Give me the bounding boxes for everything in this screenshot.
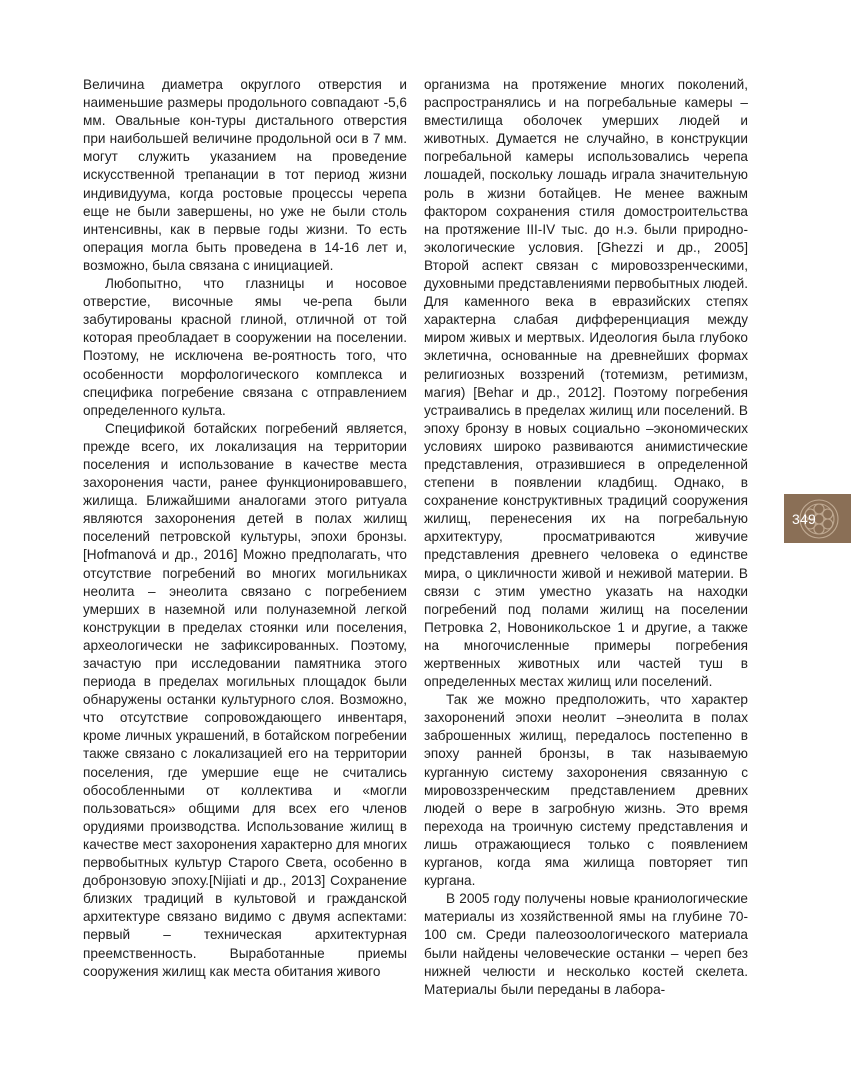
paragraph: Так же можно предположить, что характер захоронений эпохи неолит –энеолита в полах заброшенных жилищ, передалось постепенно в эпоху ранней бронзы, в так называемую курганную систему захоронения связанную с мировоззренческим представлением древних людей о вере в загробную жизнь. Это время перехода на троичную систему представления и лишь отражающиеся только с появлением курганов, когда яма жилища повторяет тип кургана. <box>424 692 748 889</box>
paragraph: Любопытно, что глазницы и носовое отверстие, височные ямы че-репа были забутированы красной глиной, отличной от той которая преобладает в сооружении на поселении. Поэтому, не исключена ве-роятность того, что особенности морфологического комплекса и специфика погребение связана с отправлением определенного культа. <box>83 276 407 418</box>
left-text-column <box>83 76 407 981</box>
paragraph: организма на протяжение многих поколений, распространялись и на погребальные камеры – вместилища оболочек умерших людей и животных. Думается не случайно, в конструкции погребальной камеры использовались черепа лошадей, поскольку лошадь играла значительную роль в жизни ботайцев. Не менее важным фактором сохранения стиля домостроительства на протяжение III-IV тыс. до н.э. были природно-экологические условия. [Ghezzi и др., 2005] Второй аспект связан с мировоззренческими, духовными представлениями первобытных людей. Для каменного века в евразийских степях характерна слабая дифференциация между миром живых и мертвых. Идеология была глубоко эклетична, основанные на древнейших формах религиозных воззрений (тотемизм, ретимизм, магия) [Behar и др., 2012]. Поэтому погребения устраивались в пределах жилищ или поселений. В эпоху бронзу в новых социально –экономических условиях широко развиваются анимистические представления, отразившиеся в определенной степени в появлении кладбищ. Однако, в сохранение конструктивных традиций сооружения жилищ, перенесения их на погребальную архитектуру, просматриваются живучие представления древнего человека о единстве мира, о цикличности живой и неживой материи. В связи с этим уместно указать на находки погребений под полами жилищ на поселении Петровка 2, Новоникольское 1 и другие, а также на многочисленные примеры погребения жертвенных животных или частей туш в определенных местах жилищ или поселений. <box>424 77 748 690</box>
page-number-tab <box>784 494 851 543</box>
paragraph: В 2005 году получены новые краниологические материалы из хозяйственной ямы на глубине 70-100 см. Среди палеозоологического материала были найдены человеческие останки – череп без нижней челюсти и несколько костей скелета. Материалы были переданы в лабора- <box>424 891 748 997</box>
paragraph: Величина диаметра округлого отверстия и наименьшие размеры продольного совпадают -5,6 мм. Овальные кон-туры дистального отверстия при наибольшей величине продольной оси в 7 мм. могут служить указанием на проведение искусственной трепанации в тот период жизни индивидуума, когда ростовые процессы черепа еще не были завершены, но уже не были столь интенсивны, как в первые годы жизни. То есть операция могла быть проведена в 14-16 лет и, возможно, была связана с инициацией. <box>83 77 407 273</box>
paragraph: Спецификой ботайских погребений является, прежде всего, их локализация на территории поселения и использование в качестве места захоронения части, ранее функционировавшего, жилища. Ближайшими аналогами этого ритуала являются захоронения детей в полах жилищ поселений петровской культуры, эпохи бронзы. [Hofmanová и др., 2016] Можно предполагать, что отсутствие погребений во многих могильниках неолита – энеолита связано с погребением умерших в наземной или полуназемной легкой конструкции в пределах стоянки или поселения, археологически не зафиксированных. Поэтому, зачастую при исследовании памятника этого периода в пределах могильных площадок были обнаружены останки культурного слоя. Возможно, что отсутствие сопровождающего инвентаря, кроме личных украшений, в ботайском погребении также связано с локализацией его на территории поселения, где умершие еще не считались обособленными от коллектива и «могли пользоваться» общими для всех его членов орудиями производства. Использование жилищ в качестве мест захоронения характерно для многих первобытных культур Старого Света, особенно в добронзовую эпоху.[Nijiati и др., 2013] Сохранение близких традиций в культовой и гражданской архитектуре связано видимо с двумя аспектами: первый – техническая архитектурная преемственность. Выработанные приемы сооружения жилищ как места обитания живого <box>83 420 407 979</box>
page-number: 349 <box>792 510 816 527</box>
right-text-column <box>424 76 748 999</box>
